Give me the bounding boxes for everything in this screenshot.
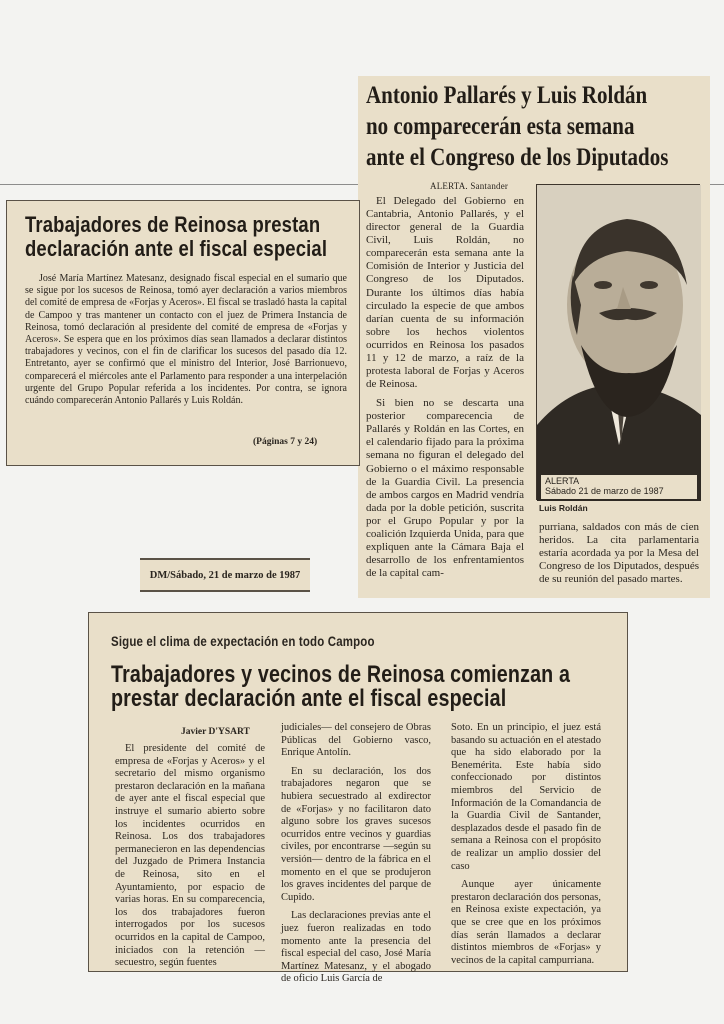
reinosa-article-clipping	[88, 612, 628, 985]
date-strip-text: DM/Sábado, 21 de marzo de 1987	[149, 570, 301, 581]
date-strip	[140, 558, 310, 592]
photo-caption-date: Sábado 21 de marzo de 1987	[545, 485, 664, 496]
alerta-headline: Antonio Pallarés y Luis Roldán no comparecerán esta semana ante el Congreso de los Diputados	[366, 82, 669, 171]
article-headline: Trabajadores y vecinos de Reinosa comienzan a prestar declaración ante el fiscal especial	[111, 661, 571, 712]
alerta-column-1	[366, 195, 524, 586]
article-column-2	[281, 722, 431, 992]
alerta-paragraph: Si bien no se descarta una posterior comparecencia de Pallarés y Roldán en las Cortes, en el calendario fijado para la próxima semana no figuran el delegado del Gobierno o el máximo responsable de la Guardia Civil. La presencia de ambos cargos en Madrid vendría dada por la doble petición, suscrita por el Grupo Popular y por la coalición Izquierda Unida, para que expliquen ante la Cámara Baja el desarrollo de los enfrentamientos de la capital cam-	[366, 397, 524, 580]
article-author: Javier D'YSART	[181, 727, 250, 737]
article-kicker: Sigue el clima de expectación en todo Campoo	[111, 633, 375, 649]
article-paragraph: El presidente del comité de empresa de «Forjas y Aceros» y el secretario del mismo organismo prestaron declaración en la mañana de ayer ante el fiscal especial que instruye el sumario abierto sobre los incidentes ocurridos en Reinosa. Los dos trabajadores permanecieron en las dependencias del Juzgado de Primera Instancia de Reinosa, sito en el Ayuntamiento, por espacio de varias horas. En su comparecencia, los dos trabajadores fueron interrogados por los sucesos ocurridos en la capital de Campoo, iniciados con la retención —secuestro, según fuentes	[115, 743, 265, 969]
article-paragraph: Las declaraciones previas ante el juez fueron realizadas en todo momento ante la presencia del fiscal especial del caso, José María Martínez Matesanz, y el abogado de oficio Luis García de	[281, 910, 431, 985]
article-paragraph: En su declaración, los dos trabajadores negaron que se hubiera secuestrado al exdirector de «Forjas» y no facilitaron dato alguno sobre los graves sucesos ocurridos entre vecinos y guardias civiles, por encontrarse —según su versión— dentro de la fábrica en el momento en el que se produjeron los graves incidentes del parque de Cupido.	[281, 765, 431, 903]
alerta-clipping	[358, 76, 710, 598]
photo-caption	[541, 475, 697, 499]
page-reference: (Páginas 7 y 24)	[253, 437, 318, 447]
alerta-paragraph: El Delegado del Gobierno en Cantabria, Antonio Pallarés, y el director general de la Guardia Civil, Luis Roldán, no comparecerán esta semana ante la Comisión de Interior y Justicia del Congreso de los Diputados. Durante los últimos días había circulado la especie de que ambos darían cuenta de su información sobre los hechos violentos ocurridos en Reinosa los pasados 11 y 12 de marzo, a raíz de la protesta laboral de Forjas y Aceros de Reinosa.	[366, 195, 524, 391]
alerta-column-2: purriana, saldados con más de cien heridos. La cita parlamentaria estaría acordada ya por la Mesa del Congreso de los Diputados, después de su reunión del pasado martes.	[539, 521, 699, 586]
photo-caption-source: ALERTA	[545, 476, 580, 486]
reinosa-brief-clipping	[6, 200, 360, 466]
article-paragraph: Aunque ayer únicamente prestaron declaración dos personas, en Reinosa existe expectación, ya que se cree que en los próximos días serán llamados a declarar distintos miembros de «Forjas» y vecinos de la capital campurriana.	[451, 879, 601, 966]
alerta-byline: ALERTA. Santander	[430, 181, 509, 191]
luis-roldan-photo	[536, 184, 700, 500]
photo-label: Luis Roldán	[539, 503, 588, 513]
article-column-1	[115, 743, 265, 976]
article-paragraph: judiciales— del consejero de Obras Públicas del Gobierno vasco, Enrique Antolín.	[281, 722, 431, 759]
article-column-3	[451, 722, 601, 973]
reinosa-brief-headline: Trabajadores de Reinosa prestan declaración ante el fiscal especial	[25, 212, 328, 262]
article-paragraph: Soto. En un principio, el juez está basando su actuación en el atestado que ha sido elaborado por la Benemérita. Este había sido confeccionado por distintos miembros del Servicio de Información de la Comandancia de la Guardia Civil de Santander, desplazados desde el pasado fin de semana a Reinosa con el propósito de realizar un amplio dossier del caso	[451, 722, 601, 872]
reinosa-brief-body	[25, 273, 347, 413]
portrait-photo	[537, 185, 701, 501]
reinosa-brief-paragraph: José María Martínez Matesanz, designado fiscal especial en el sumario que se sigue por los sucesos de Reinosa, tomó ayer declaración a varios miembros del comité de empresa de «Forjas y Aceros». El fiscal se trasladó hasta la capital de Campoo y tras mantener un contacto con el juez de Primera Instancia de Reinosa, tomó declaración al presidente del comité de empresa de «Forjas y Aceros». Se espera que en los próximos días sean llamados a declarar distintos trabajadores y vecinos, con el fin de clarificar los sucesos del pasado día 12. Entretanto, ayer se confirmó que el ministro del Interior, José Barrionuevo, comparecerá el miércoles ante el Parlamento para responder a una interpelación urgente del Grupo Popular referida a los incidentes. Por contra, se ignora cuándo comparecerán Antonio Pallarés y Luis Roldán.	[25, 273, 347, 406]
